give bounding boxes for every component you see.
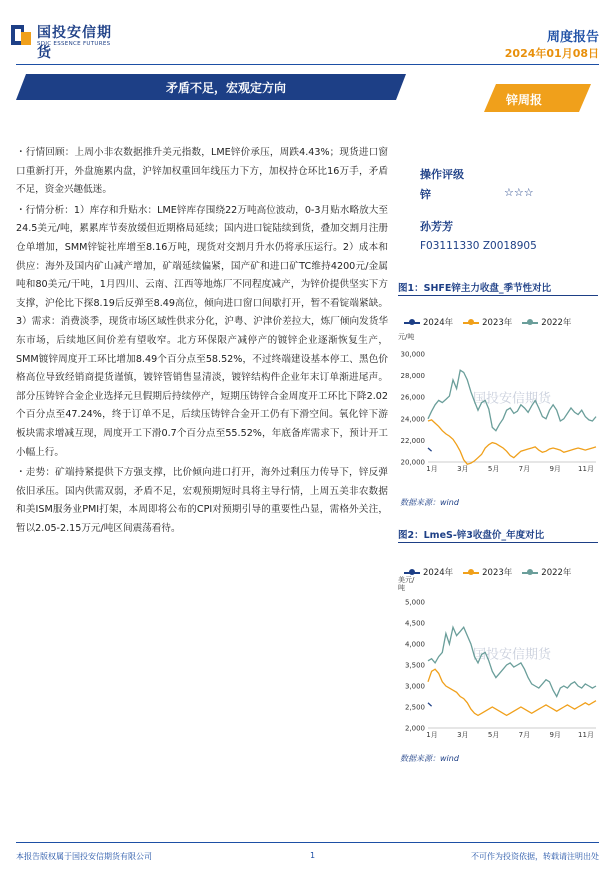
figure1-plot [398, 350, 603, 480]
x-tick-label-2: 5月 [487, 465, 500, 473]
figure1-chart [398, 312, 603, 482]
figure2-top-rule [398, 542, 598, 543]
rating-stars: ☆☆☆ [504, 186, 534, 199]
legend-swatch [404, 322, 420, 324]
report-date: 2024年01月08日 [504, 47, 599, 60]
legend-swatch [522, 322, 538, 324]
x-tick-label-4: 9月 [549, 465, 561, 473]
y-tick-label-0: 20,000 [400, 458, 425, 467]
legend-label: 2023年 [482, 568, 513, 578]
legend-label: 2022年 [541, 318, 572, 328]
footer-page-number: 1 [310, 851, 316, 860]
legend-label: 2023年 [482, 318, 513, 328]
y-tick-label-2: 24,000 [400, 415, 425, 424]
rating-item: 锌 [420, 188, 431, 201]
legend-label: 2024年 [423, 568, 454, 578]
report-tag: 锌周报 [506, 93, 543, 107]
legend-swatch [522, 572, 538, 574]
y-tick-label-3: 26,000 [400, 393, 425, 402]
logo-mark-icon [10, 24, 32, 46]
x-tick-label-5: 11月 [578, 465, 594, 473]
y-tick-label-1: 22,000 [400, 436, 425, 445]
figure2-legend [404, 566, 604, 578]
series-line-0 [428, 703, 432, 706]
company-name-en: SDIC ESSENCE FUTURES [37, 41, 111, 47]
analyst-name: 孙芳芳 [420, 220, 453, 233]
header-divider [16, 64, 599, 65]
x-tick-label-1: 3月 [457, 731, 469, 739]
legend-label: 2024年 [423, 318, 454, 328]
x-tick-label-5: 11月 [578, 731, 594, 739]
series-line-1 [428, 420, 596, 464]
legend-item-1 [463, 316, 512, 328]
x-tick-label-0: 1月 [426, 731, 438, 739]
y-tick-label-5: 4,500 [404, 619, 425, 628]
footer-copyright: 本报告版权属于国投安信期货有限公司 [16, 852, 152, 861]
y-tick-label-1: 2,500 [404, 703, 425, 712]
x-tick-label-3: 7月 [518, 465, 531, 473]
series-line-0 [428, 448, 432, 451]
legend-item-0 [404, 316, 453, 328]
legend-swatch [463, 322, 479, 324]
watermark: 国投安信期货 [472, 647, 552, 663]
report-title: 矛盾不足，宏观定方向 [166, 81, 287, 95]
y-tick-label-2: 3,000 [404, 682, 425, 691]
x-tick-label-4: 9月 [549, 731, 561, 739]
main-content [16, 144, 388, 538]
x-tick-label-3: 7月 [518, 731, 531, 739]
title-banner [16, 72, 599, 112]
figure2-unit: 美元/吨 [398, 576, 415, 592]
company-name-cn: 国投安信期货 [37, 25, 112, 61]
legend-swatch [404, 572, 420, 574]
y-tick-label-4: 4,000 [404, 640, 425, 649]
y-tick-label-0: 2,000 [404, 724, 425, 733]
rating-title: 操作评级 [420, 168, 464, 181]
footer-divider [16, 842, 599, 843]
outlook-paragraph: ・走势：矿端持紧提供下方强支撑，比价倾向进口打开，海外过剩压力传导下，锌反弹依旧承压。国内供需双弱，矛盾不足，宏观预期短时具将主导行情，上周五美非农数据和美ISM服务业PMI打架，本周即将公布的CPI对预期引导的重要性凸显，需格外关注，暂以2.05-2.15万元/吨区间震荡看待。 [16, 467, 388, 534]
x-tick-label-1: 3月 [457, 465, 469, 473]
watermark: 国投安信期货 [472, 391, 552, 407]
legend-swatch [463, 572, 479, 574]
figure1-legend [404, 316, 604, 328]
legend-item-1 [463, 566, 512, 578]
legend-item-2 [522, 566, 571, 578]
figure2-plot [398, 598, 603, 746]
market-review-paragraph: ・行情回顾：上周小非农数据推升美元指数，LME锌价承压，周跌4.43%；现货进口窗口重新打开，外盘施累内盘，沪锌加权重回年线压力下方，加权持仓环比16万手，矛盾不足，资金兴趣低迷。 [16, 147, 388, 196]
figure2-source: 数据来源：wind [400, 754, 459, 763]
market-analysis-paragraph: ・行情分析：1）库存和升贴水：LME锌库存围绕22万吨高位波动，0-3月贴水略放大至24.5美元/吨，累累库节奏放缓但近期格局延续；国内进口锭陆续到货，叠加交割月注册仓单增加，SMM锌锭社库增至8.16万吨，现货对交割月升水仍将承压运行。2）成本和供应：海外及国内矿山减产增加，矿端延续偏紧，国产矿和进口矿TC维持4200元/金属吨和80美元/干吨，1月四川、云南、江西等地炼厂不同程度减产，为锌价提供坚实下方支撑，沪伦比下探8.19后反弹至8.49高位，倾向进口窗口间歇打开，暂不看锭端紧缺。3）需求：消费淡季，现货市场区域性供求分化，沪粤、沪津价差拉大，炼厂倾向发货华东市场，后续地区间价差有望收窄。北方环保限产减停产的镀锌企业逐渐恢复生产，SMM镀锌周度开工环比增加8.49个百分点至58.52%，不过终端建设基本停工、黑色价格高位导致经销商提货谨慎，镀锌管销售显清淡，镀锌结构件企业年末订单渐进尾声。部分压铸锌合金企业选择元旦假期后持续停产，短期压铸锌合金周度开工环比下降2.02个百分点至47.24%，终于订单不足，后续压铸锌合金开工仍有下滑空间。氧化锌下游板块需求增减互现，周度开工下滑0.7个百分点至55.52%，年底备库需求下，预计开工小幅上行。 [16, 204, 388, 458]
figure1-unit: 元/吨 [398, 333, 415, 341]
figure1-title: 图1：SHFE锌主力收盘_季节性对比 [398, 283, 552, 294]
report-type: 周度报告 [546, 30, 599, 45]
figure2-title: 图2：LmeS-锌3收盘价_年度对比 [398, 530, 545, 541]
legend-label: 2022年 [541, 568, 572, 578]
x-tick-label-0: 1月 [426, 465, 438, 473]
y-tick-label-4: 28,000 [400, 372, 425, 381]
company-logo [10, 22, 122, 61]
y-tick-label-6: 5,000 [404, 598, 425, 607]
figure2-chart [398, 562, 603, 747]
legend-item-2 [522, 316, 571, 328]
figure1-top-rule [398, 295, 598, 296]
analyst-id: F03111330 Z0018905 [420, 240, 537, 252]
figure1-source: 数据来源：wind [400, 498, 459, 507]
series-line-1 [428, 669, 596, 715]
footer-disclaimer: 不可作为投资依据，转载请注明出处 [471, 852, 599, 861]
y-tick-label-5: 30,000 [400, 350, 425, 359]
y-tick-label-3: 3,500 [404, 661, 425, 670]
x-tick-label-2: 5月 [487, 731, 500, 739]
